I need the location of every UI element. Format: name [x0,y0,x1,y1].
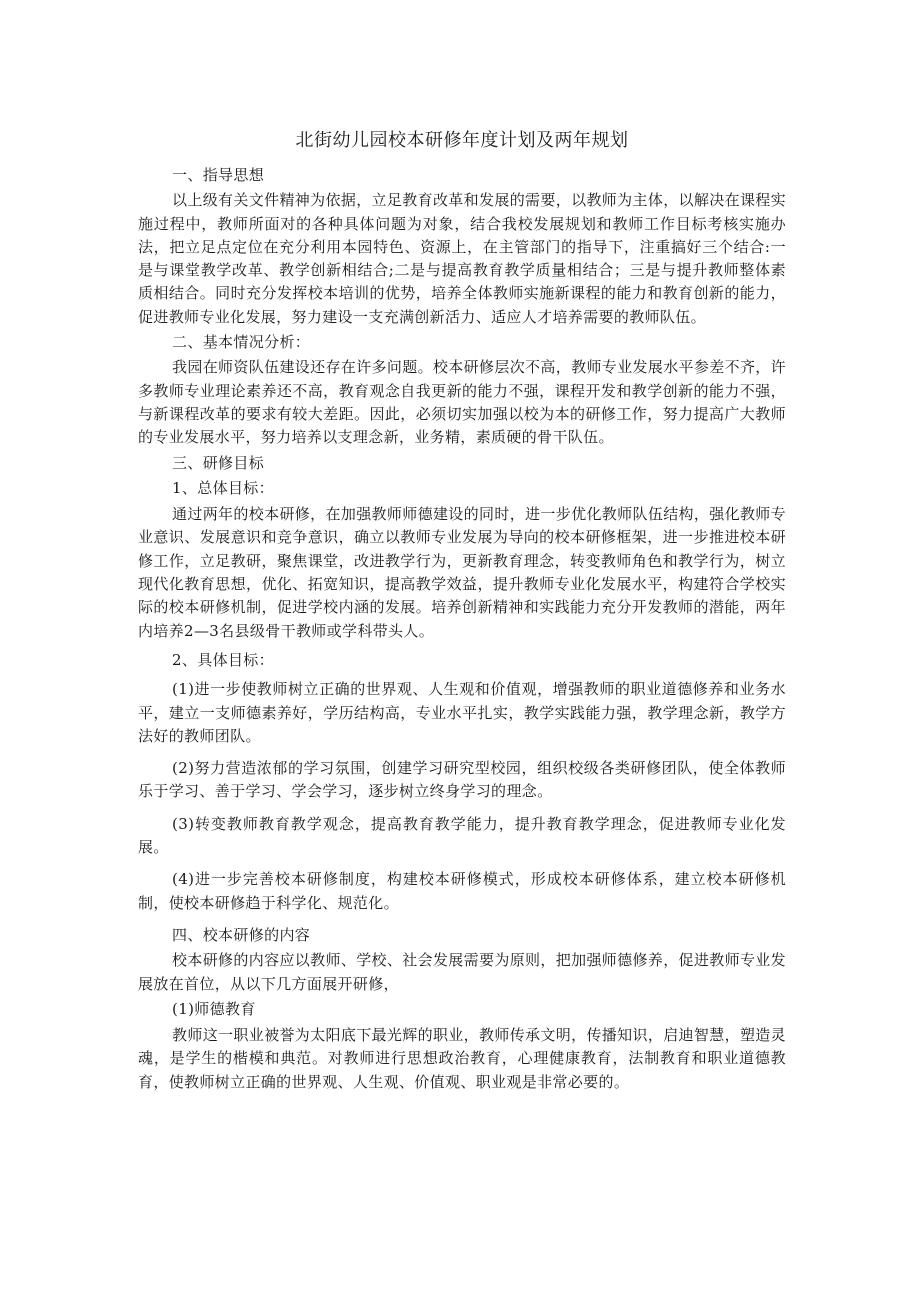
section-text-basic-analysis: 我园在师资队伍建设还存在许多问题。校本研修层次不高，教师专业发展水平参差不齐，许多教师专业理论素养还不高，教育观念自我更新的能力不强，课程开发和教学创新的能力不强，与新课程改革的要求有较大差距。因此，必须切实加强以校为本的研修工作，努力提高广大教师的专业发展水平，努力培养以支理念新，业务精，素质硬的骨干队伍。 [138,358,787,447]
document-body [138,128,786,1096]
subheading-ethics-education: (1)师德教育 [172,999,256,1018]
subheading-overall-goals: 1、总体目标： [172,478,274,497]
section-text-training-content: 校本研修的内容应以教师、学校、社会发展需要为原则，把加强师德修养，促进教师专业发展放在首位，从以下几方面展开研修， [138,951,787,993]
section-heading-basic-analysis: 二、基本情况分析： [172,333,311,352]
specific-goal-item: (4)进一步完善校本研修制度，构建校本研修模式，形成校本研修体系，建立校本研修机制，使校本研修趋于科学化、规范化。 [138,870,786,912]
section-text-guiding-ideology: 以上级有关文件精神为依据，立足教育改革和发展的需要，以教师为主体，以解决在课程实施过程中，教师所面对的各种具体问题为对象，结合我校发展规划和教师工作目标考核实施办法，把立足点定位在充分利用本园特色、资源上，在主管部门的指导下，注重搞好三个结合:一是与课堂教学改革、教学创新相结合;二是与提高教育教学质量相结合；三是与提升教师整体素质相结合。同时充分发挥校本培训的优势，培养全体教师实施新课程的能力和教育创新的能力，促进教师专业化发展，努力建设一支充满创新活力、适应人才培养需要的教师队伍。 [138,191,787,326]
section-heading-training-content: 四、校本研修的内容 [172,925,311,944]
text-ethics-education: 教师这一职业被誉为太阳底下最光辉的职业，教师传承文明，传播知识，启迪智慧，塑造灵魂，是学生的楷模和典范。对教师进行思想政治教育，心理健康教育，法制教育和职业道德教育，使教师树立正确的世界观、人生观、价值观、职业观是非常必要的。 [138,1026,787,1091]
document-title: 北街幼儿园校本研修年度计划及两年规划 [295,130,629,151]
specific-goal-item: (3)转变教师教育教学观念，提高教育教学能力，提升教育教学理念，促进教师专业化发展。 [138,814,786,857]
text-overall-goals: 通过两年的校本研修，在加强教师师德建设的同时，进一步优化教师队伍结构，强化教师专业意识、发展意识和竞争意识，确立以教师专业发展为导向的校本研修框架，进一步推进校本研修工作，立足教研，聚焦课堂，改进教学行为，更新教育理念，转变教师角色和教学行为，树立现代化教育思想，优化、拓宽知识，提高教学效益，提升教师专业化发展水平，构建符合学校实际的校本研修机制，促进学校内涵的发展。培养创新精神和实践能力充分开发教师的潜能，两年内培养2—3名县级骨干教师或学科带头人。 [138,505,787,640]
specific-goal-item: (1)进一步使教师树立正确的世界观、人生观和价值观，增强教师的职业道德修养和业务水平，建立一支师德素养好，学历结构高，专业水平扎实，教学实践能力强，教学理念新，教学方法好的教师团队。 [138,680,786,745]
section-heading-guiding-ideology: 一、指导思想 [172,166,265,184]
specific-goal-item: (2)努力营造浓郁的学习氛围，创建学习研究型校园，组织校级各类研修团队，使全体教师乐于学习、善于学习、学会学习，逐步树立终身学习的理念。 [138,759,786,801]
subheading-specific-goals: 2、具体目标： [172,650,274,669]
section-heading-training-goals: 三、研修目标 [172,453,265,472]
